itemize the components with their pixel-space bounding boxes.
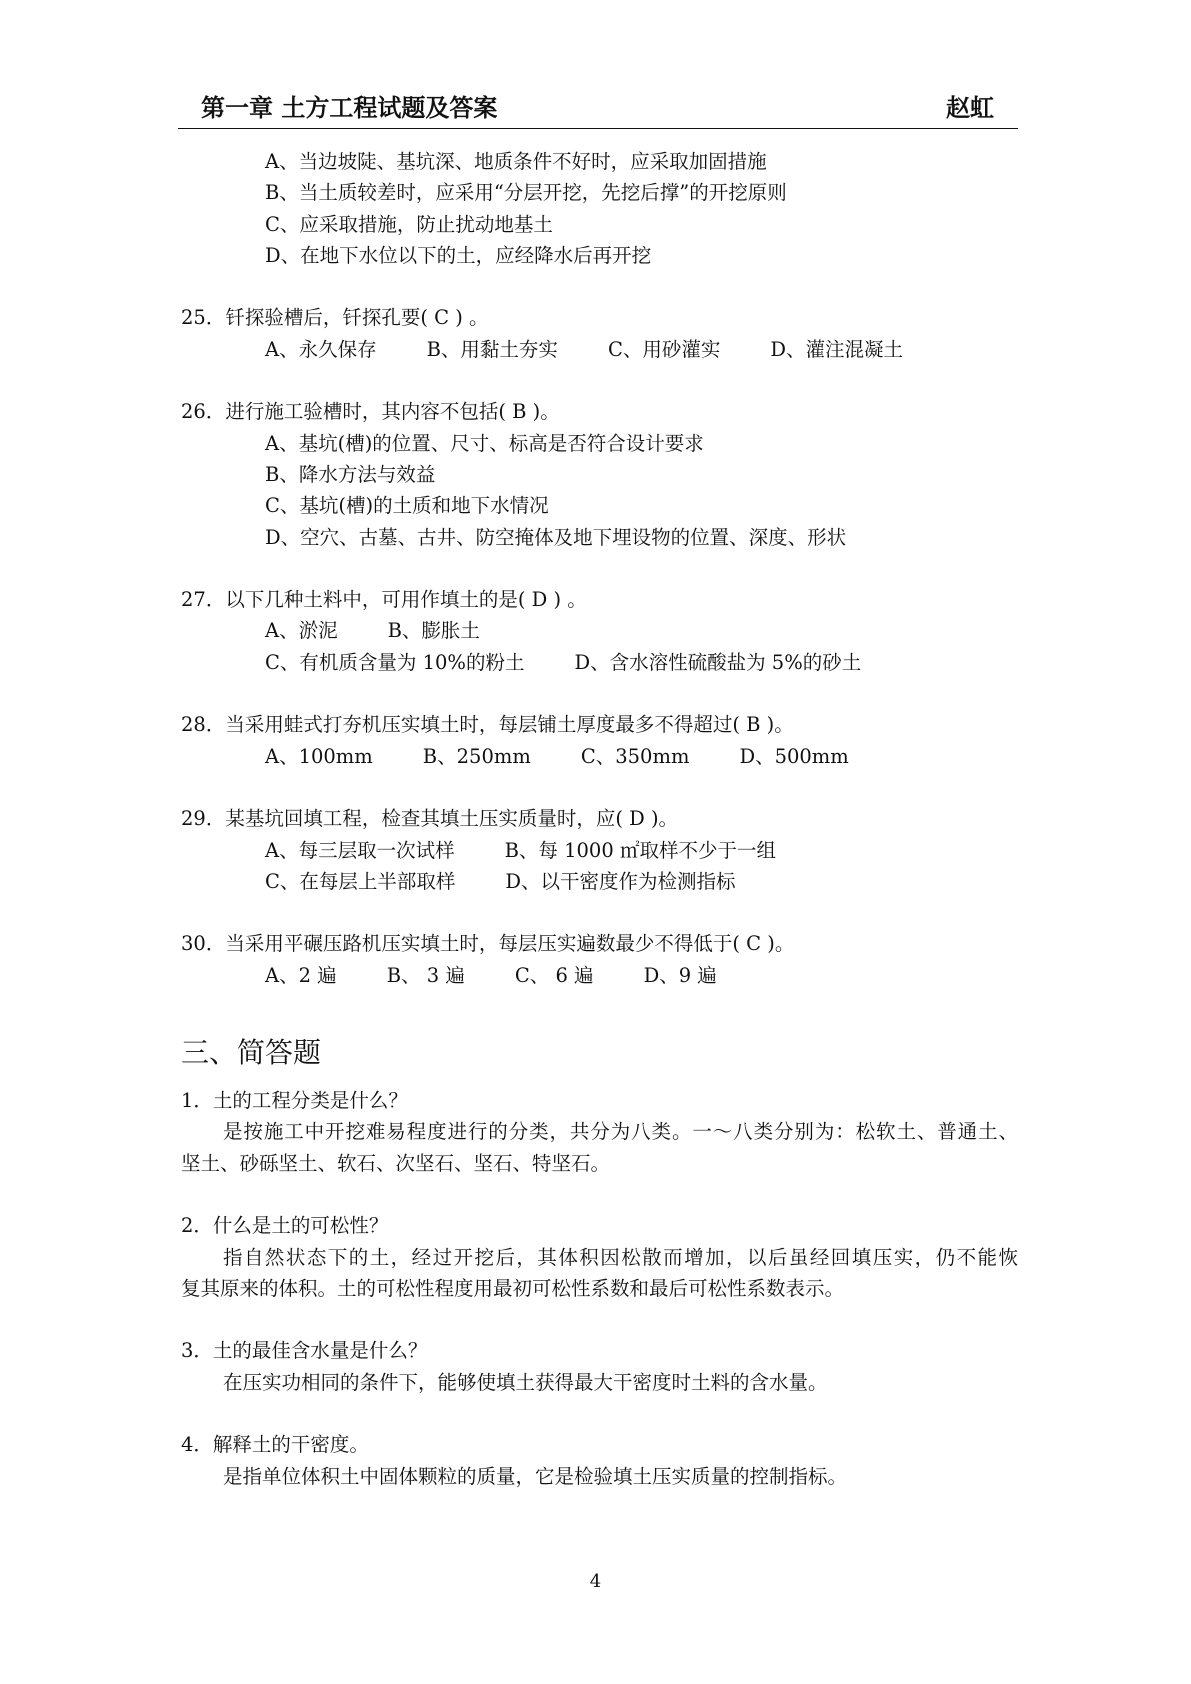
option-text: A、当边坡陡、基坑深、地质条件不好时，应采取加固措施 [265, 150, 767, 173]
option-line [181, 490, 1018, 521]
option-line [181, 146, 1018, 177]
option-text: A、每三层取一次试样 [265, 838, 455, 862]
short-answer-block [181, 1210, 1018, 1304]
option-text: D、含水溶性硫酸盐为 5%的砂土 [574, 650, 862, 674]
header-author: 赵虹 [946, 94, 994, 122]
short-answer-text: 是按施工中开挖难易程度进行的分类，共分为八类。一～八类分别为：松软土、普通土、 [223, 1120, 1018, 1144]
question-stem: 26．进行施工验槽时，其内容不包括( B )。 [181, 400, 560, 424]
question-block [181, 709, 1018, 772]
option-text: D、空穴、古墓、古井、防空掩体及地下埋设物的位置、深度、形状 [265, 525, 847, 549]
section-title: 三、简答题 [181, 1036, 322, 1070]
option-text: B、250mm [422, 744, 531, 768]
short-answer-text: 复其原来的体积。土的可松性程度用最初可松性系数和最后可松性系数表示。 [181, 1276, 845, 1300]
page-number: 4 [589, 1571, 602, 1592]
option-line [181, 240, 1018, 271]
option-text: B、当土质较差时，应采用“分层开挖，先挖后撑”的开挖原则 [265, 181, 787, 205]
question-stem: 25．钎探验槽后，钎探孔要( C ) 。 [181, 306, 489, 330]
option-line [181, 334, 1018, 365]
option-line [181, 741, 1018, 772]
option-text: A、100mm [265, 744, 373, 768]
option-text: C、用砂灌实 [607, 337, 721, 361]
option-text: C、在每层上半部取样 [265, 869, 456, 893]
option-line [181, 647, 1018, 678]
option-text: D、灌注混凝土 [770, 337, 903, 361]
option-text: A、2 遍 [265, 963, 337, 987]
short-answer-text: 指自然状态下的土，经过开挖后，其体积因松散而增加，以后虽经回填压实，仍不能恢 [223, 1245, 1018, 1269]
continued-options [181, 146, 1018, 271]
option-text: C、基坑(槽)的土质和地下水情况 [265, 494, 549, 518]
short-answer-list [181, 1085, 1018, 1492]
option-line [181, 428, 1018, 459]
option-text: B、每 1000 ㎡取样不少于一组 [504, 838, 776, 862]
question-list [181, 302, 1018, 991]
question-stem: 29．某基坑回填工程，检查其填土压实质量时，应( D )。 [181, 807, 679, 831]
option-text: C、350mm [580, 744, 690, 768]
short-answer-block [181, 1429, 1018, 1492]
question-block [181, 396, 1018, 552]
question-block [181, 928, 1018, 991]
option-line [181, 835, 1018, 866]
header-divider [178, 128, 1018, 129]
question-stem: 27．以下几种土料中，可用作填土的是( D ) 。 [181, 588, 587, 612]
option-line [181, 209, 1018, 240]
option-text: D、9 遍 [643, 963, 717, 987]
option-text: B、膨胀土 [387, 619, 480, 643]
option-line [181, 177, 1018, 208]
option-line [181, 866, 1018, 897]
short-answer-block [181, 1335, 1018, 1398]
question-stem: 30．当采用平碾压路机压实填土时，每层压实遍数最少不得低于( C )。 [181, 932, 795, 956]
option-text: A、基坑(槽)的位置、尺寸、标高是否符合设计要求 [265, 431, 704, 455]
short-answer-question: 1．土的工程分类是什么？ [181, 1089, 408, 1113]
short-answer-block [181, 1085, 1018, 1179]
option-text: D、500mm [739, 744, 849, 768]
option-text: A、淤泥 [265, 619, 338, 643]
option-text: D、以干密度作为检测指标 [505, 869, 736, 893]
option-text: B、降水方法与效益 [265, 462, 436, 486]
option-text: B、用黏土夯实 [426, 337, 558, 361]
short-answer-text: 坚土、砂砾坚土、软石、次坚石、坚石、特坚石。 [181, 1151, 611, 1175]
header-title: 第一章 土方工程试题及答案 [201, 94, 498, 122]
option-text: D、在地下水位以下的土，应经降水后再开挖 [265, 243, 652, 267]
question-block [181, 302, 1018, 365]
option-text: B、 3 遍 [386, 963, 465, 987]
question-block [181, 803, 1018, 897]
option-text: C、有机质含量为 10%的粉土 [265, 650, 525, 674]
short-answer-text: 在压实功相同的条件下，能够使填土获得最大干密度时土料的含水量。 [223, 1370, 828, 1394]
short-answer-question: 2．什么是土的可松性？ [181, 1214, 389, 1238]
page-body [181, 146, 1018, 1492]
option-line [181, 459, 1018, 490]
question-stem: 28．当采用蛙式打夯机压实填土时，每层铺土厚度最多不得超过( B )。 [181, 713, 794, 737]
option-text: C、 6 遍 [514, 963, 594, 987]
option-text: C、应采取措施，防止扰动地基土 [265, 212, 553, 236]
option-text: A、永久保存 [265, 337, 377, 361]
short-answer-text: 是指单位体积土中固体颗粒的质量，它是检验填土压实质量的控制指标。 [223, 1464, 848, 1488]
option-line [181, 615, 1018, 646]
option-line [181, 522, 1018, 553]
option-line [181, 960, 1018, 991]
short-answer-question: 3．土的最佳含水量是什么？ [181, 1339, 428, 1363]
short-answer-question: 4．解释土的干密度。 [181, 1433, 369, 1457]
question-block [181, 584, 1018, 678]
